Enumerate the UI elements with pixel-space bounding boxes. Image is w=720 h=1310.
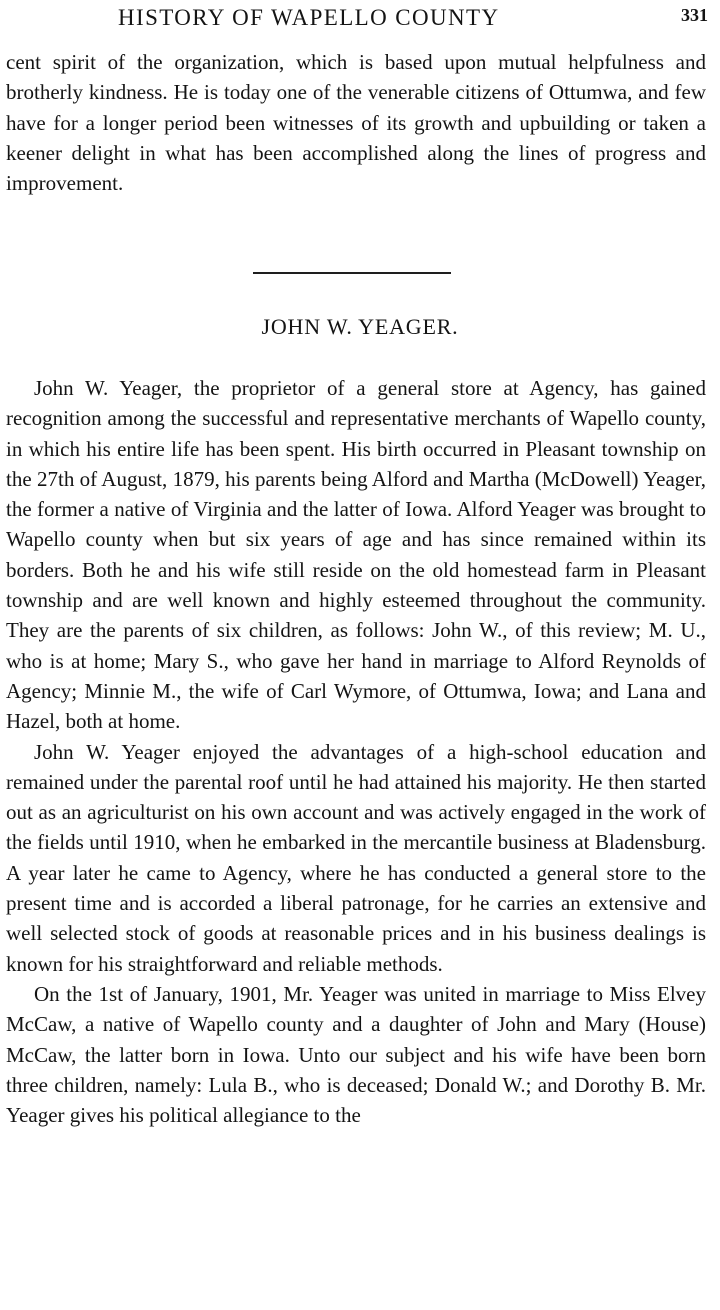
- section-body: [6, 373, 706, 1130]
- body-paragraph: On the 1st of January, 1901, Mr. Yeager was united in marriage to Miss Elvey McCaw, a native of Wapello county and a daughter of John and Mary (House) McCaw, the latter born in Iowa. Unto our subject and his wife have been born three children, namely: Lula B., who is deceased; Donald W.; and Dorothy B. Mr. Yeager gives his political allegiance to the: [6, 981, 706, 1128]
- body-paragraph: John W. Yeager enjoyed the advantages of a high-school education and remained under the parental roof until he had attained his majority. He then started out as an agriculturist on his own account and was actively engaged in the work of the fields until 1910, when he embarked in the mercantile business at Bladensburg. A year later he came to Agency, where he has conducted a general store to the present time and is accorded a liberal patronage, for he carries an extensive and well selected stock of goods at reasonable prices and in his business dealings is known for his straightforward and reliable methods.: [6, 739, 706, 976]
- body-paragraph: John W. Yeager, the proprietor of a general store at Agency, has gained recognition among the successful and representative merchants of Wapello county, in which his entire life has been spent. His birth occurred in Pleasant township on the 27th of August, 1879, his parents being Alford and Martha (McDowell) Yeager, the former a native of Virginia and the latter of Iowa. Alford Yeager was brought to Wapello county when but six years of age and has since remained within its borders. Both he and his wife still reside on the old homestead farm in Pleasant township and are well known and highly esteemed throughout the community. They are the parents of six children, as follows: John W., of this review; M. U., who is at home; Mary S., who gave her hand in marriage to Alford Reynolds of Agency; Minnie M., the wife of Carl Wymore, of Ottumwa, Iowa; and Lana and Hazel, both at home.: [6, 376, 706, 734]
- continued-text: [6, 47, 706, 198]
- running-title: HISTORY OF WAPELLO COUNTY: [118, 5, 500, 30]
- section-divider: [253, 272, 451, 274]
- running-head: [0, 3, 720, 33]
- continued-paragraph: cent spirit of the organization, which is based upon mutual helpfulness and brotherly kindness. He is today one of the venerable citizens of Ottumwa, and few have for a longer period been witnesses of its growth and upbuilding or taken a keener delight in what has been accomplished along the lines of progress and improvement.: [6, 50, 706, 196]
- page-number: 331: [681, 5, 708, 25]
- section-heading: JOHN W. YEAGER.: [261, 314, 459, 339]
